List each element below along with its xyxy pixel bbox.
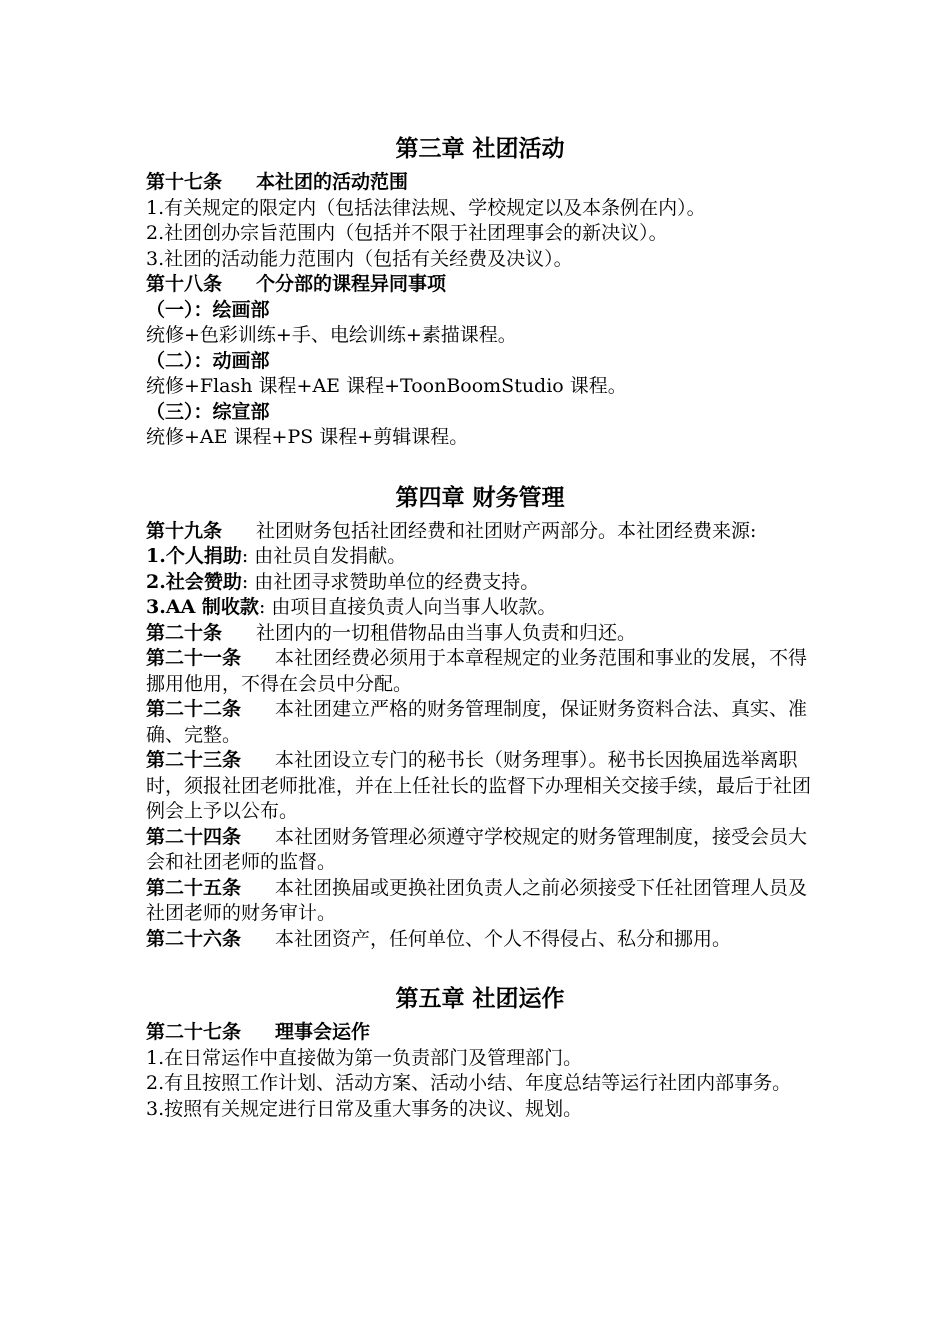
- dept-painting-heading: （一）：绘画部: [146, 298, 270, 321]
- article-27-item-2: 2.有且按照工作计划、活动方案、活动小结、年度总结等运行社团内部事务。: [146, 1072, 792, 1094]
- article-17-item-3: 3.社团的活动能力范围内（包括有关经费及决议）。: [146, 247, 573, 270]
- dept-painting-text: 统修+色彩训练+手、电绘训练+素描课程。: [146, 324, 517, 346]
- funding-source-3-label: 3.AA 制收款: [146, 596, 259, 618]
- dept-publicity-heading: （三）：综宣部: [146, 400, 270, 423]
- article-27-heading: [146, 1020, 814, 1046]
- article-22-number: 第二十二条: [146, 698, 242, 720]
- article-25-text: 本社团换届或更换社团负责人之前必须接受下任社团管理人员及社团老师的财务审计。: [146, 876, 808, 924]
- article-19-number: 第十九条: [146, 519, 223, 542]
- article-17-item-2: 2.社团创办宗旨范围内（包括并不限于社团理事会的新决议）。: [146, 222, 668, 244]
- chapter-5-title: 第五章 社团运作: [395, 985, 565, 1012]
- article-27-number: 第二十七条: [146, 1021, 242, 1043]
- funding-source-3: [146, 595, 814, 621]
- chapter-4: [146, 481, 814, 953]
- article-18-heading: [146, 272, 814, 298]
- article-25: [146, 876, 814, 927]
- article-17-heading: [146, 170, 814, 196]
- article-26: [146, 927, 814, 953]
- chapter-5: [146, 982, 814, 1122]
- article-23-number: 第二十三条: [146, 749, 242, 771]
- article-25-number: 第二十五条: [146, 876, 242, 899]
- dept-animation-heading: （二）：动画部: [146, 349, 270, 372]
- article-24: [146, 825, 814, 876]
- article-17-number: 第十七条: [146, 171, 223, 193]
- article-24-text: 本社团财务管理必须遵守学校规定的财务管理制度，接受会员大会和社团老师的监督。: [146, 825, 808, 873]
- article-27-item-3: 3.按照有关规定进行日常及重大事务的决议、规划。: [146, 1097, 583, 1120]
- article-23-text: 本社团设立专门的秘书长（财务理事）。秘书长因换届选举离职时，须报社团老师批准，并在上任社长的监督下办理相关交接手续，最后于社团例会上予以公布。: [146, 749, 812, 822]
- funding-source-1: [146, 544, 814, 570]
- article-17-item-1: 1.有关规定的限定内（包括法律法规、学校规定以及本条例在内）。: [146, 196, 706, 219]
- article-26-number: 第二十六条: [146, 927, 242, 950]
- article-27-title: 理事会运作: [275, 1021, 371, 1043]
- funding-source-1-text: : 由社员自发捐献。: [241, 545, 407, 567]
- dept-animation-text: 统修+Flash 课程+AE 课程+ToonBoomStudio 课程。: [146, 375, 627, 397]
- article-19-text: 社团财务包括社团经费和社团财产两部分。本社团经费来源:: [256, 519, 757, 542]
- article-24-number: 第二十四条: [146, 825, 242, 848]
- funding-source-3-text: : 由项目直接负责人向当事人收款。: [258, 596, 557, 618]
- article-19: [146, 519, 814, 545]
- chapter-3-title: 第三章 社团活动: [395, 135, 565, 162]
- funding-source-2: [146, 570, 814, 596]
- article-23: [146, 748, 814, 825]
- article-21-number: 第二十一条: [146, 647, 242, 669]
- funding-source-2-text: : 由社团寻求赞助单位的经费支持。: [241, 570, 540, 593]
- funding-source-2-label: 2.社会赞助: [146, 570, 242, 593]
- dept-publicity-text: 统修+AE 课程+PS 课程+剪辑课程。: [146, 426, 469, 448]
- article-20-text: 社团内的一切租借物品由当事人负责和归还。: [256, 621, 637, 644]
- funding-source-1-label: 1.个人捐助: [146, 545, 242, 567]
- article-22: [146, 697, 814, 748]
- article-20: [146, 621, 814, 647]
- article-17-title: 本社团的活动范围: [256, 171, 409, 193]
- article-18-title: 个分部的课程异同事项: [256, 273, 447, 295]
- chapter-3: [146, 132, 814, 451]
- article-21: [146, 646, 814, 697]
- article-21-text: 本社团经费必须用于本章程规定的业务范围和事业的发展，不得挪用他用，不得在会员中分配。: [146, 647, 808, 695]
- article-27-item-1: 1.在日常运作中直接做为第一负责部门及管理部门。: [146, 1046, 583, 1069]
- article-22-text: 本社团建立严格的财务管理制度，保证财务资料合法、真实、准确、完整。: [146, 698, 808, 746]
- article-26-text: 本社团资产，任何单位、个人不得侵占、私分和挪用。: [275, 927, 732, 950]
- article-20-number: 第二十条: [146, 621, 223, 644]
- chapter-4-title: 第四章 财务管理: [395, 483, 565, 511]
- article-18-number: 第十八条: [146, 273, 223, 295]
- document-page: [146, 132, 814, 1152]
